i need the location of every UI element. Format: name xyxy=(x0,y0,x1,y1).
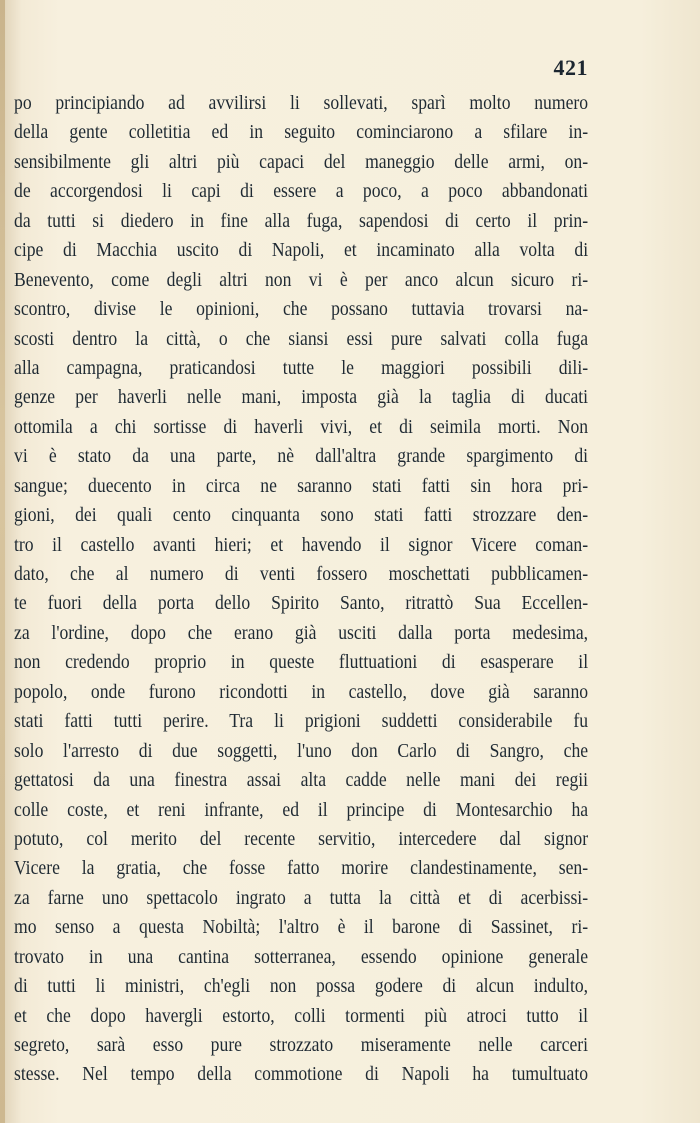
page-number: 421 xyxy=(553,55,588,80)
text-line: vi è stato da una parte, nè dall'altra grande spargimento di xyxy=(14,445,589,468)
text-line: da tutti si diedero in fine alla fuga, sapendosi di certo il prin- xyxy=(14,209,589,232)
text-line: della gente colletitia ed in seguito cominciarono a sfilare in- xyxy=(14,121,589,144)
text-line: gioni, dei quali cento cinquanta sono stati fatti strozzare den- xyxy=(14,504,589,527)
text-line: ottomila a chi sortisse di haverli vivi, et di seimila morti. Non xyxy=(14,415,589,438)
text-line: segreto, sarà esso pure strozzato miseramente nelle carceri xyxy=(14,1034,589,1056)
text-line: popolo, onde furono ricondotti in castello, dove già saranno xyxy=(14,680,589,703)
text-line: po principiando ad avvilirsi li sollevati, sparì molto numero xyxy=(14,92,589,114)
text-line: solo l'arresto di due soggetti, l'uno don Carlo di Sangro, che xyxy=(14,739,589,762)
text-line: cipe di Macchia uscito di Napoli, et incaminato alla volta di xyxy=(14,239,589,262)
text-line: za l'ordine, dopo che erano già usciti dalla porta medesima, xyxy=(14,621,589,644)
text-line: dato, che al numero di venti fossero moschettati pubblicamen- xyxy=(14,563,589,585)
body-text xyxy=(14,89,588,1090)
text-line: mo senso a questa Nobiltà; l'altro è il barone di Sassinet, ri- xyxy=(14,916,589,939)
text-line: di tutti li ministri, ch'egli non possa godere di alcun indulto, xyxy=(14,975,589,998)
text-line: stesse. Nel tempo della commotione di Napoli ha tumultuato xyxy=(14,1063,589,1086)
text-line: tro il castello avanti hieri; et havendo il signor Vicere coman- xyxy=(14,533,589,556)
text-line: sensibilmente gli altri più capaci del maneggio delle armi, on- xyxy=(14,150,589,173)
text-line: potuto, col merito del recente servitio, intercedere dal signor xyxy=(14,827,589,850)
text-line: za farne uno spettacolo ingrato a tutta la città et di acerbissi- xyxy=(14,886,589,909)
text-line: colle coste, et reni infrante, ed il principe di Montesarchio ha xyxy=(14,798,589,821)
text-line: Benevento, come degli altri non vi è per anco alcun sicuro ri- xyxy=(14,268,589,291)
text-line: stati fatti tutti perire. Tra li prigioni suddetti considerabile fu xyxy=(14,710,589,733)
text-line: genze per haverli nelle mani, imposta già la taglia di ducati xyxy=(14,386,589,409)
text-line: non credendo proprio in queste fluttuationi di esasperare il xyxy=(14,651,589,674)
text-line: scontro, divise le opinioni, che possano tuttavia trovarsi na- xyxy=(14,298,589,321)
text-line: scosti dentro la città, o che siansi essi pure salvati colla fuga xyxy=(14,327,589,350)
text-line: de accorgendosi li capi di essere a poco, a poco abbandonati xyxy=(14,180,589,203)
text-line: trovato in una cantina sotterranea, essendo opinione generale xyxy=(14,945,589,968)
text-line: sangue; duecento in circa ne saranno stati fatti sin hora pri- xyxy=(14,474,589,497)
text-line: gettatosi da una finestra assai alta cadde nelle mani dei regii xyxy=(14,769,589,792)
text-line: Vicere la gratia, che fosse fatto morire clandestinamente, sen- xyxy=(14,857,589,880)
text-line: alla campagna, praticandosi tutte le maggiori possibili dili- xyxy=(14,356,589,379)
text-line: et che dopo havergli estorto, colli tormenti più atroci tutto il xyxy=(14,1004,589,1027)
text-line: te fuori della porta dello Spirito Santo, ritrattò Sua Eccellen- xyxy=(14,592,589,615)
page-edge xyxy=(0,0,5,1123)
